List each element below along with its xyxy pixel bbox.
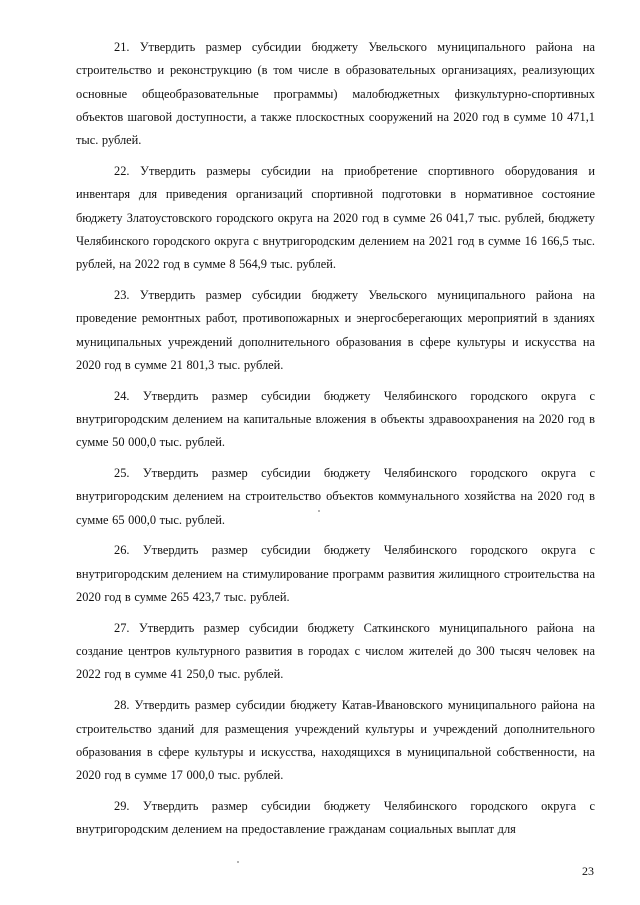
paragraph-25: 25. Утвердить размер субсидии бюджету Челябинского городского округа с внутригородским делением на строительство объектов коммунального хозяйства на 2020 год в сумме 65 000,0 тыс. рублей.	[76, 466, 595, 527]
paragraph-26: 26. Утвердить размер субсидии бюджету Челябинского городского округа с внутригородским делением на стимулирование программ развития жилищного строительства на 2020 год в сумме 265 423,7 тыс. рублей.	[76, 543, 595, 605]
paragraph-21: 21. Утвердить размер субсидии бюджету Увельского муниципального района на строительство и реконструкцию (в том числе в образовательных организациях, реализующих основные общеобразовательные программы) малобюджетных физкультурно-спортивных объектов шаговой доступности, а также плоскостных сооружений на 2020 год в сумме 10 471,1 тыс. рублей.	[76, 40, 595, 148]
paragraph-24: 24. Утвердить размер субсидии бюджету Челябинского городского округа с внутригородским делением на капитальные вложения в объекты здравоохранения на 2020 год в сумме 50 000,0 тыс. рублей.	[76, 388, 595, 450]
scan-speck	[237, 861, 239, 863]
paragraph-22: 22. Утвердить размеры субсидии на приобретение спортивного оборудования и инвентаря для приведения организаций спортивной подготовки в нормативное состояние бюджету Златоустовского городского округа на 2020 год в сумме 26 041,7 тыс. рублей, бюджету Челябинского городского округа с внутригородским делением на 2021 год в сумме 16 166,5 тыс. рублей, на 2022 год в сумме 8 564,9 тыс. рублей.	[76, 163, 595, 272]
page-number: 23	[582, 864, 594, 878]
document-body	[76, 36, 595, 849]
paragraph-28: 28. Утвердить размер субсидии бюджету Катав-Ивановского муниципального района на строительство зданий для размещения учреждений культуры и учреждений дополнительного образования в сфере культуры и искусства, находящихся в муниципальной собственности, на 2020 год в сумме 17 000,0 тыс. рублей.	[76, 698, 595, 783]
paragraph-27: 27. Утвердить размер субсидии бюджету Саткинского муниципального района на создание центров культурного развития в городах с числом жителей до 300 тысяч человек на 2022 год в сумме 41 250,0 тыс. рублей.	[76, 620, 595, 682]
paragraph-23: 23. Утвердить размер субсидии бюджету Увельского муниципального района на проведение ремонтных работ, противопожарных и энергосберегающих мероприятий в зданиях муниципальных учреждений дополнительного образования в сфере культуры и искусства на 2020 год в сумме 21 801,3 тыс. рублей.	[76, 287, 595, 372]
paragraph-29: 29. Утвердить размер субсидии бюджету Челябинского городского округа с внутригородским делением на предоставление гражданам социальных выплат для	[76, 798, 595, 837]
scan-speck	[318, 510, 320, 512]
